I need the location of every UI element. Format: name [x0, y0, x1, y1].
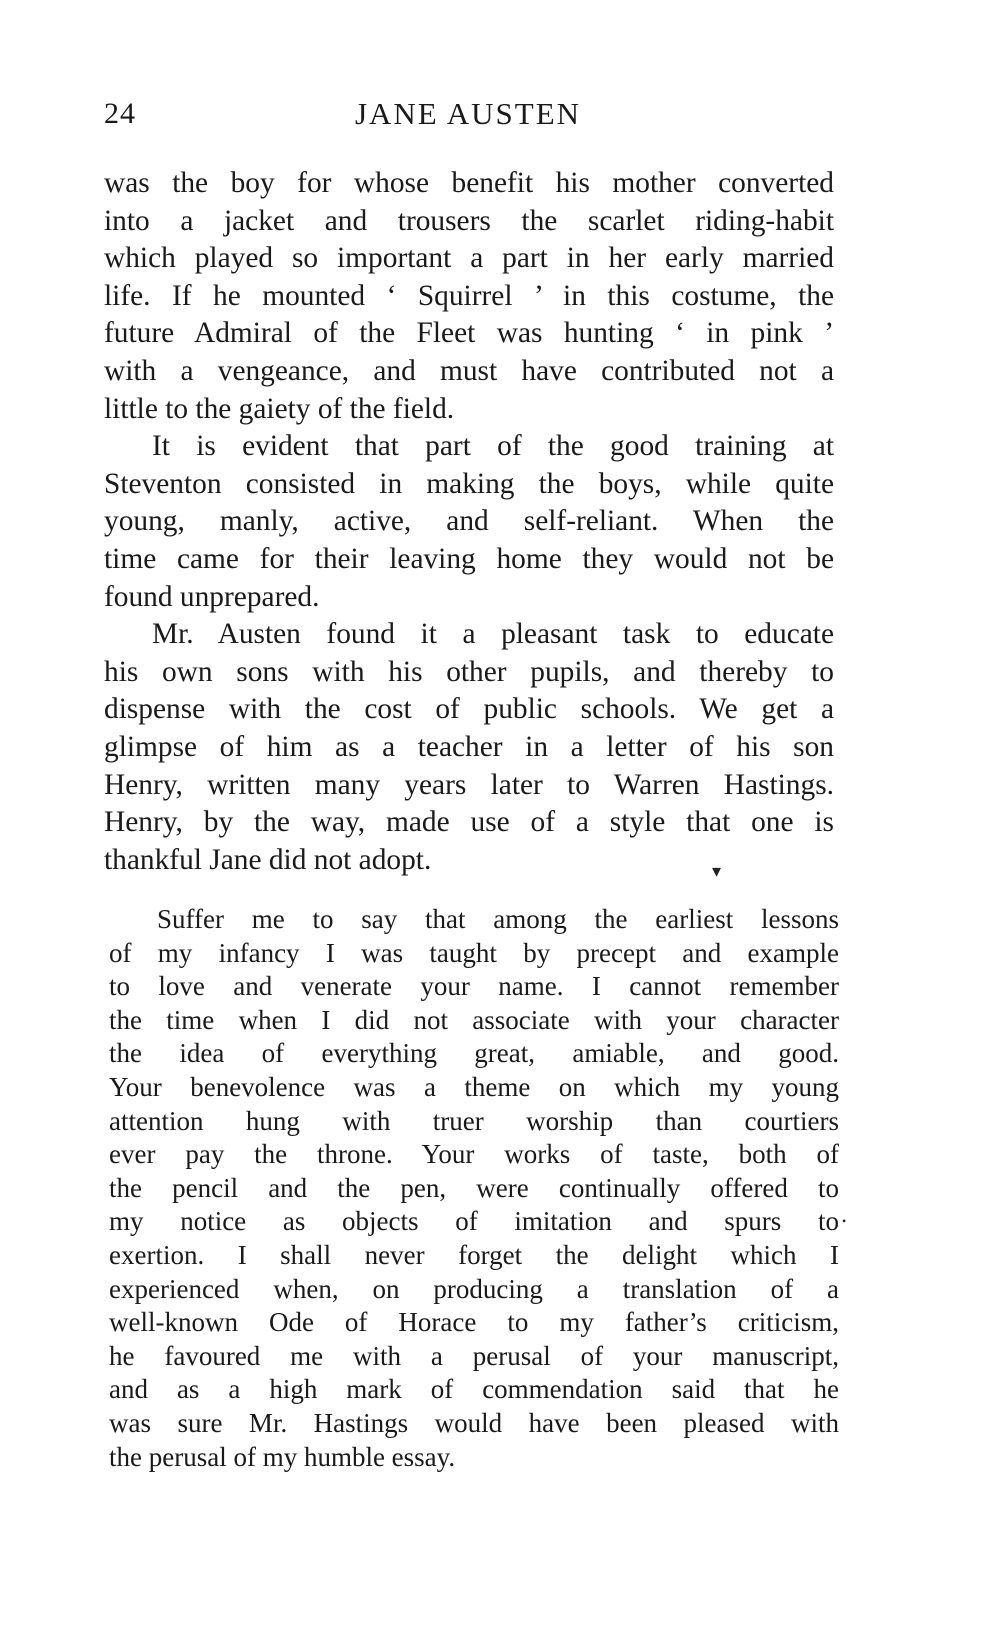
quote-line: he favoured me with a perusal of your manuscript,: [109, 1340, 839, 1371]
text-line: was the boy for whose benefit his mother converted: [104, 167, 834, 199]
quote-line: attention hung with truer worship than courtiers: [109, 1105, 839, 1136]
text-line: into a jacket and trousers the scarlet riding-habit: [104, 204, 834, 237]
text-line: life. If he mounted ‘ Squirrel ’ in this costume, the: [104, 279, 834, 312]
quote-line: ever pay the throne. Your works of taste, both of: [109, 1139, 839, 1170]
letter-quotation: [109, 903, 839, 1474]
text-line: thankful Jane did not adopt.: [104, 843, 432, 876]
quote-line: the time when I did not associate with your character: [109, 1004, 839, 1035]
quote-line: the perusal of my humble essay.: [109, 1441, 456, 1472]
paragraph-1: [104, 165, 834, 428]
text-line: his own sons with his other pupils, and thereby to: [104, 655, 834, 688]
ink-speck-mark: ▾: [712, 861, 722, 881]
text-line: dispense with the cost of public schools. We get a: [104, 693, 834, 726]
quote-line: and as a high mark of commendation said that he: [109, 1374, 839, 1405]
quote-line: of my infancy I was taught by precept and example: [109, 937, 839, 968]
ink-speck-mark: •: [842, 1214, 847, 1228]
quote-line: Suffer me to say that among the earliest lessons: [157, 904, 839, 934]
paragraph-3: [104, 616, 834, 879]
text-line: Henry, by the way, made use of a style that one is: [104, 806, 834, 839]
text-line: time came for their leaving home they would not be: [104, 542, 834, 575]
text-line: It is evident that part of the good training at: [152, 430, 834, 463]
running-head: [104, 94, 832, 134]
text-line: young, manly, active, and self-reliant. When the: [104, 505, 834, 538]
body-text: [104, 165, 834, 879]
quote-line: well-known Ode of Horace to my father’s criticism,: [109, 1307, 839, 1338]
text-line: with a vengeance, and must have contributed not a: [104, 354, 834, 387]
text-line: Steventon consisted in making the boys, while quite: [104, 467, 834, 500]
quote-line: to love and venerate your name. I cannot remember: [109, 971, 839, 1002]
text-line: which played so important a part in her early married: [104, 242, 834, 275]
quote-line: was sure Mr. Hastings would have been pleased with: [109, 1407, 839, 1438]
text-line: glimpse of him as a teacher in a letter of his son: [104, 730, 834, 763]
quote-line: the idea of everything great, amiable, and good.: [109, 1038, 839, 1069]
paragraph-2: [104, 428, 834, 616]
page-number: 24: [104, 97, 136, 130]
text-line: future Admiral of the Fleet was hunting ‘ in pink ’: [104, 317, 834, 350]
quote-line: exertion. I shall never forget the delight which I: [109, 1239, 839, 1270]
running-title: JANE AUSTEN: [354, 96, 582, 131]
quote-line: experienced when, on producing a translation of a: [109, 1273, 839, 1304]
text-line: little to the gaiety of the field.: [104, 392, 455, 425]
quote-line: the pencil and the pen, were continually offered to: [109, 1172, 839, 1203]
quote-line: Your benevolence was a theme on which my young: [109, 1071, 839, 1102]
text-line: found unprepared.: [104, 580, 320, 613]
quote-line: my notice as objects of imitation and spurs to: [109, 1206, 839, 1237]
text-line: Mr. Austen found it a pleasant task to educate: [152, 618, 834, 651]
text-line: Henry, written many years later to Warren Hastings.: [104, 768, 834, 801]
